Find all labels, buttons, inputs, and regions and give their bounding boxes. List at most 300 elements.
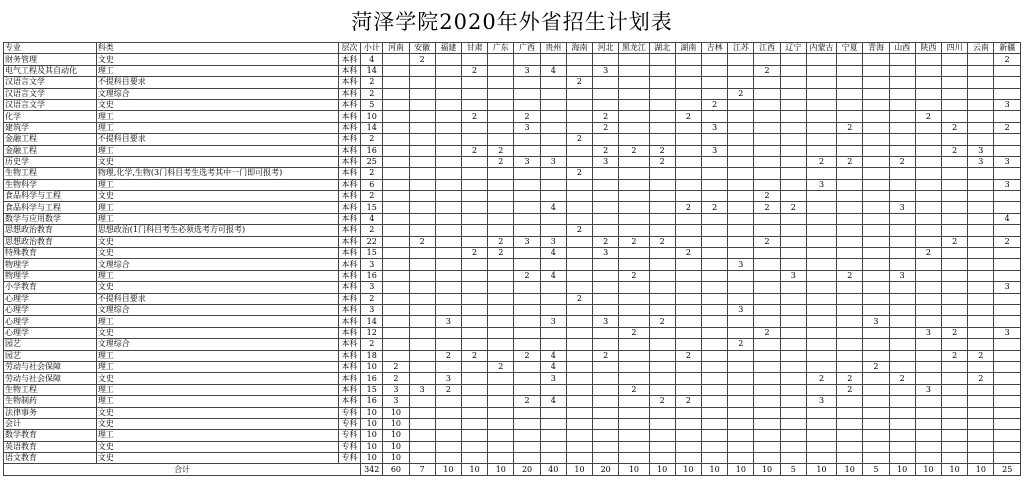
quota-cell — [728, 111, 754, 122]
quota-cell — [566, 145, 592, 156]
quota-cell — [915, 88, 941, 99]
quota-cell: 3 — [889, 270, 915, 281]
quota-cell — [889, 248, 915, 259]
major-cell: 物理学 — [4, 270, 97, 281]
table-row — [4, 179, 1021, 190]
quota-cell — [780, 316, 806, 327]
quota-cell — [915, 213, 941, 224]
quota-cell — [675, 134, 701, 145]
quota-cell: 2 — [488, 236, 514, 247]
quota-cell — [593, 418, 619, 429]
quota-cell — [619, 54, 649, 65]
quota-cell — [540, 293, 566, 304]
quota-cell — [806, 213, 836, 224]
quota-cell — [780, 99, 806, 110]
quota-cell — [383, 236, 409, 247]
quota-cell — [619, 225, 649, 236]
quota-cell — [728, 168, 754, 179]
quota-cell: 3 — [593, 156, 619, 167]
quota-cell — [649, 282, 675, 293]
quota-cell — [461, 304, 487, 315]
quota-cell — [942, 156, 968, 167]
quota-cell — [968, 236, 994, 247]
quota-cell — [566, 99, 592, 110]
quota-cell: 2 — [649, 145, 675, 156]
quota-cell — [889, 65, 915, 76]
major-cell: 生物制药 — [4, 396, 97, 407]
quota-cell — [409, 316, 435, 327]
table-row — [4, 99, 1021, 110]
header-province: 广西 — [514, 43, 540, 54]
quota-cell — [409, 418, 435, 429]
quota-cell: 2 — [675, 350, 701, 361]
quota-cell: 2 — [461, 65, 487, 76]
quota-cell — [942, 168, 968, 179]
header-province: 内蒙古 — [806, 43, 836, 54]
subject-cell: 理工 — [96, 430, 338, 441]
quota-cell — [754, 248, 780, 259]
quota-cell — [806, 202, 836, 213]
quota-cell: 2 — [649, 316, 675, 327]
quota-cell — [435, 179, 461, 190]
quota-cell — [728, 361, 754, 372]
quota-cell — [837, 54, 863, 65]
quota-cell — [383, 339, 409, 350]
quota-cell — [649, 418, 675, 429]
quota-cell — [968, 54, 994, 65]
quota-cell — [702, 191, 728, 202]
quota-cell — [942, 65, 968, 76]
quota-cell — [915, 99, 941, 110]
quota-cell — [383, 350, 409, 361]
quota-cell: 2 — [383, 361, 409, 372]
major-cell: 食品科学与工程 — [4, 202, 97, 213]
quota-cell — [994, 396, 1021, 407]
quota-cell — [488, 179, 514, 190]
quota-cell: 2 — [409, 236, 435, 247]
quota-cell — [806, 111, 836, 122]
quota-cell — [619, 293, 649, 304]
quota-cell — [566, 304, 592, 315]
total-cell: 20 — [514, 464, 540, 475]
quota-cell — [837, 225, 863, 236]
quota-cell — [435, 259, 461, 270]
table-row — [4, 282, 1021, 293]
subject-cell: 文史 — [96, 453, 338, 464]
quota-cell — [566, 327, 592, 338]
quota-cell: 2 — [837, 156, 863, 167]
row-total-cell: 16 — [361, 270, 383, 281]
quota-cell — [702, 304, 728, 315]
quota-cell — [435, 111, 461, 122]
quota-cell — [968, 361, 994, 372]
quota-cell — [619, 134, 649, 145]
major-cell: 心理学 — [4, 293, 97, 304]
quota-cell — [514, 259, 540, 270]
subject-cell: 文史 — [96, 373, 338, 384]
quota-cell — [488, 213, 514, 224]
major-cell: 化学 — [4, 111, 97, 122]
table-row — [4, 350, 1021, 361]
quota-cell: 2 — [435, 384, 461, 395]
quota-cell — [837, 327, 863, 338]
quota-cell — [806, 122, 836, 133]
quota-cell — [942, 453, 968, 464]
quota-cell — [383, 304, 409, 315]
quota-cell — [968, 384, 994, 395]
quota-cell — [728, 373, 754, 384]
quota-cell — [435, 168, 461, 179]
quota-cell — [675, 77, 701, 88]
subject-cell: 理工 — [96, 122, 338, 133]
quota-cell — [942, 316, 968, 327]
quota-cell: 10 — [383, 418, 409, 429]
quota-cell — [780, 225, 806, 236]
quota-cell — [837, 293, 863, 304]
quota-cell — [540, 282, 566, 293]
quota-cell: 2 — [806, 156, 836, 167]
subject-cell: 文史 — [96, 282, 338, 293]
quota-cell — [409, 282, 435, 293]
quota-cell: 2 — [593, 236, 619, 247]
quota-cell — [488, 293, 514, 304]
quota-cell — [889, 179, 915, 190]
quota-cell — [702, 225, 728, 236]
table-body — [4, 54, 1021, 464]
quota-cell — [593, 213, 619, 224]
quota-cell — [942, 270, 968, 281]
quota-cell — [728, 213, 754, 224]
quota-cell — [619, 350, 649, 361]
quota-cell — [728, 65, 754, 76]
quota-cell — [837, 88, 863, 99]
quota-cell — [968, 327, 994, 338]
quota-cell — [702, 441, 728, 452]
quota-cell — [649, 213, 675, 224]
subject-cell: 文史 — [96, 236, 338, 247]
quota-cell — [461, 202, 487, 213]
quota-cell — [566, 396, 592, 407]
quota-cell — [837, 418, 863, 429]
quota-cell — [383, 179, 409, 190]
major-cell: 语文教育 — [4, 453, 97, 464]
quota-cell — [837, 361, 863, 372]
quota-cell: 2 — [593, 122, 619, 133]
quota-cell — [915, 293, 941, 304]
level-cell: 本科 — [338, 384, 360, 395]
quota-cell — [837, 191, 863, 202]
quota-cell — [702, 134, 728, 145]
quota-cell — [514, 293, 540, 304]
quota-cell — [863, 225, 889, 236]
quota-cell — [619, 168, 649, 179]
quota-cell — [435, 65, 461, 76]
quota-cell — [514, 88, 540, 99]
total-cell: 10 — [915, 464, 941, 475]
subject-cell: 文史 — [96, 54, 338, 65]
table-row — [4, 88, 1021, 99]
quota-cell — [488, 384, 514, 395]
quota-cell — [837, 168, 863, 179]
quota-cell — [863, 213, 889, 224]
quota-cell — [566, 453, 592, 464]
quota-cell: 3 — [863, 316, 889, 327]
row-total-cell: 14 — [361, 316, 383, 327]
quota-cell — [968, 453, 994, 464]
quota-cell — [915, 202, 941, 213]
quota-cell — [702, 77, 728, 88]
quota-cell — [675, 213, 701, 224]
quota-cell — [488, 396, 514, 407]
quota-cell — [649, 259, 675, 270]
quota-cell — [593, 304, 619, 315]
quota-cell: 2 — [383, 373, 409, 384]
quota-cell — [566, 191, 592, 202]
row-total-cell: 15 — [361, 248, 383, 259]
quota-cell — [994, 441, 1021, 452]
quota-cell: 2 — [488, 248, 514, 259]
quota-cell — [968, 339, 994, 350]
row-total-cell: 14 — [361, 122, 383, 133]
quota-cell — [754, 88, 780, 99]
quota-cell — [566, 88, 592, 99]
quota-cell — [942, 77, 968, 88]
quota-cell — [889, 453, 915, 464]
row-total-cell: 2 — [361, 134, 383, 145]
quota-cell: 2 — [806, 373, 836, 384]
quota-cell — [728, 179, 754, 190]
quota-cell: 2 — [675, 248, 701, 259]
quota-cell — [780, 134, 806, 145]
quota-cell — [566, 441, 592, 452]
quota-cell: 2 — [915, 248, 941, 259]
quota-cell — [837, 65, 863, 76]
quota-cell: 2 — [863, 361, 889, 372]
quota-cell — [514, 316, 540, 327]
quota-cell — [806, 54, 836, 65]
quota-cell — [994, 384, 1021, 395]
quota-cell — [754, 122, 780, 133]
quota-cell — [435, 430, 461, 441]
subject-cell: 文史 — [96, 156, 338, 167]
quota-cell: 3 — [915, 327, 941, 338]
header-province: 湖北 — [649, 43, 675, 54]
quota-cell — [780, 179, 806, 190]
quota-cell — [488, 111, 514, 122]
quota-cell: 2 — [754, 191, 780, 202]
quota-cell — [593, 168, 619, 179]
quota-cell — [889, 441, 915, 452]
quota-cell — [889, 304, 915, 315]
quota-cell — [754, 54, 780, 65]
quota-cell — [488, 134, 514, 145]
table-row — [4, 225, 1021, 236]
quota-cell: 2 — [619, 327, 649, 338]
quota-cell — [889, 282, 915, 293]
quota-cell — [863, 168, 889, 179]
quota-cell — [702, 350, 728, 361]
quota-cell — [435, 453, 461, 464]
header-province: 云南 — [968, 43, 994, 54]
quota-cell — [435, 407, 461, 418]
level-cell: 专科 — [338, 418, 360, 429]
quota-cell — [915, 430, 941, 441]
row-total-cell: 22 — [361, 236, 383, 247]
quota-cell — [994, 293, 1021, 304]
quota-cell — [728, 99, 754, 110]
major-cell: 小学教育 — [4, 282, 97, 293]
quota-cell — [488, 327, 514, 338]
quota-cell — [754, 441, 780, 452]
quota-cell — [968, 88, 994, 99]
quota-cell — [806, 225, 836, 236]
quota-cell: 2 — [675, 202, 701, 213]
quota-cell — [728, 236, 754, 247]
quota-cell: 3 — [968, 145, 994, 156]
quota-cell — [649, 327, 675, 338]
quota-cell — [889, 168, 915, 179]
quota-cell — [863, 339, 889, 350]
subject-cell: 理工 — [96, 145, 338, 156]
quota-cell — [968, 168, 994, 179]
level-cell: 专科 — [338, 407, 360, 418]
quota-cell — [968, 407, 994, 418]
major-cell: 建筑学 — [4, 122, 97, 133]
quota-cell: 2 — [675, 396, 701, 407]
quota-cell — [806, 282, 836, 293]
quota-cell — [461, 418, 487, 429]
quota-cell — [514, 191, 540, 202]
quota-cell — [409, 407, 435, 418]
quota-cell — [593, 361, 619, 372]
quota-cell: 2 — [409, 54, 435, 65]
quota-cell — [889, 225, 915, 236]
quota-cell — [461, 361, 487, 372]
quota-cell — [780, 418, 806, 429]
quota-cell — [409, 122, 435, 133]
quota-cell — [566, 430, 592, 441]
quota-cell — [889, 77, 915, 88]
quota-cell — [649, 350, 675, 361]
quota-cell — [889, 213, 915, 224]
quota-cell — [994, 361, 1021, 372]
quota-cell — [968, 122, 994, 133]
quota-cell — [702, 248, 728, 259]
quota-cell — [754, 350, 780, 361]
quota-cell — [461, 54, 487, 65]
quota-cell — [968, 259, 994, 270]
quota-cell: 3 — [409, 384, 435, 395]
row-total-cell: 18 — [361, 350, 383, 361]
quota-cell — [942, 248, 968, 259]
quota-cell: 3 — [593, 65, 619, 76]
quota-cell — [837, 282, 863, 293]
quota-cell — [461, 225, 487, 236]
row-total-cell: 10 — [361, 430, 383, 441]
quota-cell — [675, 373, 701, 384]
quota-cell — [863, 293, 889, 304]
subject-cell: 理工 — [96, 202, 338, 213]
quota-cell — [728, 54, 754, 65]
quota-cell — [488, 304, 514, 315]
quota-cell — [968, 179, 994, 190]
quota-cell — [566, 282, 592, 293]
quota-cell: 2 — [514, 396, 540, 407]
quota-cell: 3 — [593, 248, 619, 259]
quota-cell — [702, 396, 728, 407]
quota-cell — [806, 327, 836, 338]
quota-cell — [754, 225, 780, 236]
quota-cell — [754, 213, 780, 224]
quota-cell — [619, 99, 649, 110]
quota-cell — [383, 88, 409, 99]
major-cell: 思想政治教育 — [4, 236, 97, 247]
quota-cell: 10 — [383, 430, 409, 441]
quota-cell — [409, 453, 435, 464]
quota-cell — [566, 156, 592, 167]
header-province: 辽宁 — [780, 43, 806, 54]
total-cell: 20 — [593, 464, 619, 475]
quota-cell — [837, 134, 863, 145]
level-cell: 本科 — [338, 168, 360, 179]
quota-cell — [540, 88, 566, 99]
quota-cell: 4 — [540, 270, 566, 281]
quota-cell — [593, 88, 619, 99]
grand-total: 342 — [361, 464, 383, 475]
quota-cell — [942, 225, 968, 236]
level-cell: 本科 — [338, 202, 360, 213]
quota-cell — [566, 407, 592, 418]
quota-cell — [780, 122, 806, 133]
quota-cell — [488, 259, 514, 270]
quota-cell — [488, 225, 514, 236]
quota-cell — [383, 213, 409, 224]
quota-cell — [942, 213, 968, 224]
quota-cell — [702, 88, 728, 99]
quota-cell — [619, 111, 649, 122]
quota-cell — [942, 282, 968, 293]
quota-cell — [675, 156, 701, 167]
table-row — [4, 191, 1021, 202]
quota-cell — [435, 134, 461, 145]
quota-cell — [754, 293, 780, 304]
quota-cell — [915, 145, 941, 156]
quota-cell — [889, 236, 915, 247]
quota-cell — [806, 134, 836, 145]
quota-cell — [806, 236, 836, 247]
quota-cell — [409, 65, 435, 76]
total-cell: 5 — [780, 464, 806, 475]
major-cell: 心理学 — [4, 327, 97, 338]
table-row — [4, 202, 1021, 213]
quota-cell — [968, 282, 994, 293]
total-cell: 10 — [675, 464, 701, 475]
quota-cell — [780, 327, 806, 338]
quota-cell — [780, 88, 806, 99]
total-cell: 10 — [702, 464, 728, 475]
quota-cell — [649, 407, 675, 418]
quota-cell — [806, 270, 836, 281]
quota-cell — [383, 111, 409, 122]
quota-cell: 2 — [566, 134, 592, 145]
header-province: 福建 — [435, 43, 461, 54]
quota-cell — [593, 225, 619, 236]
level-cell: 本科 — [338, 304, 360, 315]
quota-cell — [649, 361, 675, 372]
level-cell: 本科 — [338, 248, 360, 259]
quota-cell — [649, 430, 675, 441]
quota-cell — [889, 361, 915, 372]
